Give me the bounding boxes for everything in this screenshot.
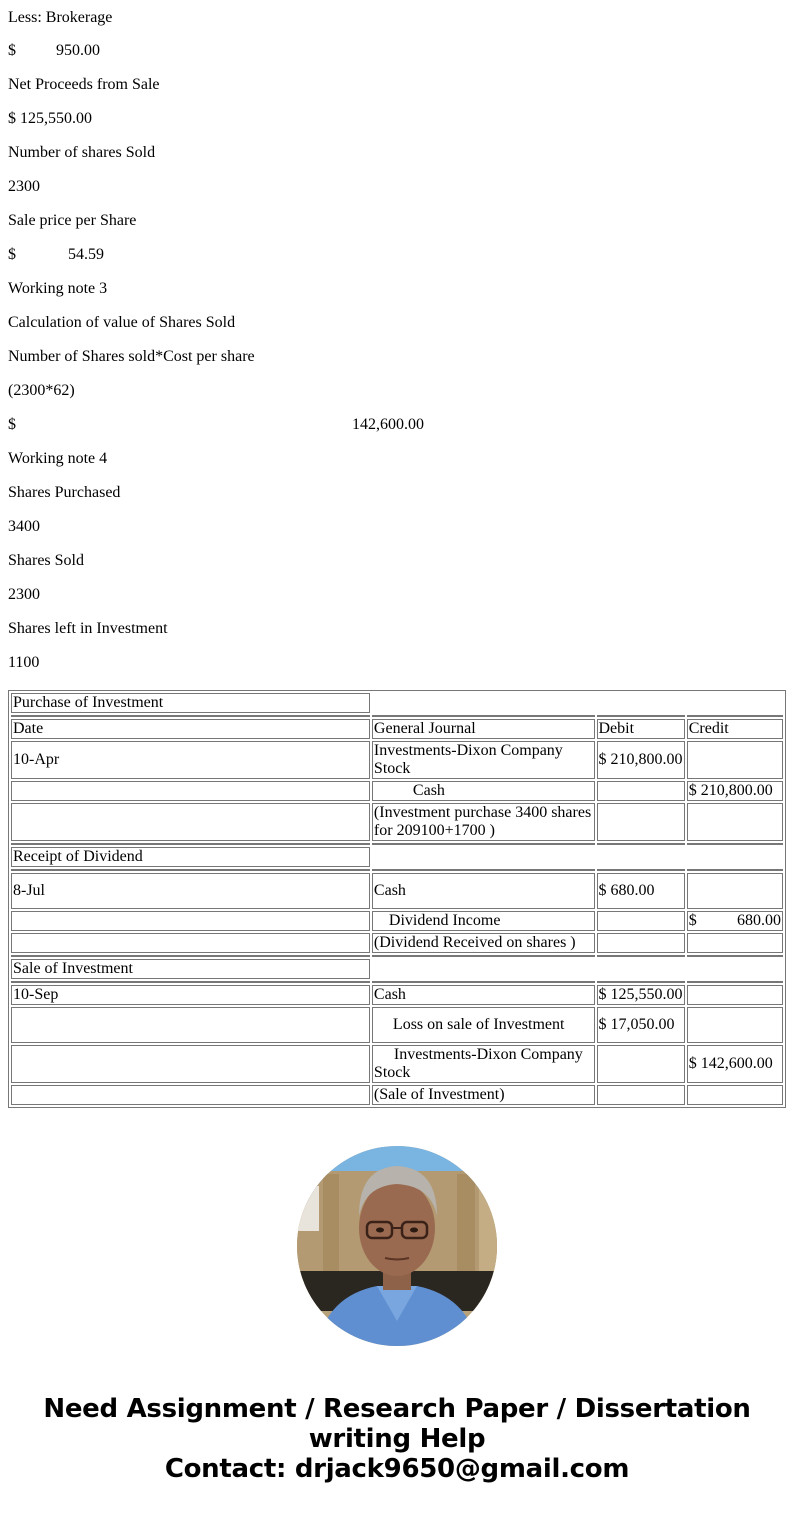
header-credit: Credit	[687, 719, 783, 739]
row-credit	[687, 1007, 783, 1043]
row-date	[11, 1007, 370, 1043]
net-proceeds-value: $ 125,550.00	[8, 110, 92, 127]
brokerage-amount	[8, 34, 786, 68]
row-date: 10-Apr	[11, 741, 370, 779]
row-account: Investments-Dixon Company Stock	[372, 1045, 595, 1083]
row-account: Dividend Income	[372, 911, 595, 931]
currency-symbol: $	[8, 42, 16, 59]
row-narration: (Sale of Investment)	[372, 1085, 595, 1105]
shares-left-label: Shares left in Investment	[8, 620, 168, 637]
header-date: Date	[11, 719, 370, 739]
working-note-3-value: 142,600.00	[352, 416, 424, 433]
section-title-row	[11, 693, 783, 713]
working-note-4-title: Working note 4	[8, 450, 108, 467]
promo-line-2: writing Help	[308, 1424, 486, 1454]
sale-price-amount	[8, 238, 786, 272]
row-credit	[687, 873, 783, 909]
brokerage-label: Less: Brokerage	[8, 9, 113, 26]
row-account: Loss on sale of Investment	[372, 1007, 595, 1043]
row-date	[11, 803, 370, 841]
shares-left-value: 1100	[8, 654, 40, 671]
row-account: Cash	[372, 873, 595, 909]
section-title-row	[11, 959, 783, 979]
currency-symbol: $	[688, 912, 697, 929]
row-credit	[687, 985, 783, 1005]
row-narration: (Investment purchase 3400 shares for 209100+1700 )	[372, 803, 595, 841]
table-row	[11, 1045, 783, 1083]
row-date	[11, 1045, 370, 1083]
header-general-journal: General Journal	[372, 719, 595, 739]
shares-sold-label: Number of shares Sold	[8, 144, 156, 161]
row-debit	[597, 803, 685, 841]
row-credit	[687, 933, 783, 953]
table-row	[11, 985, 783, 1005]
section-title: Receipt of Dividend	[11, 847, 370, 867]
row-credit	[687, 911, 783, 931]
row-debit: $ 125,550.00	[597, 985, 685, 1005]
working-note-3-calc: (2300*62)	[8, 382, 75, 399]
working-note-3-heading: Calculation of value of Shares Sold	[8, 314, 236, 331]
row-debit: $ 210,800.00	[597, 741, 685, 779]
row-debit	[597, 781, 685, 801]
table-row	[11, 781, 783, 801]
table-row	[11, 873, 783, 909]
section-title: Sale of Investment	[11, 959, 370, 979]
row-date	[11, 933, 370, 953]
table-row	[11, 1085, 783, 1105]
table-row	[11, 911, 783, 931]
shares-sold-value: 2300	[8, 178, 40, 195]
shares-purchased-value: 3400	[8, 518, 40, 535]
promo-contact: Contact: drjack9650@gmail.com	[164, 1454, 630, 1484]
promo-banner	[8, 1394, 786, 1484]
working-note-3-amount	[8, 408, 786, 442]
shares-sold-label-2: Shares Sold	[8, 552, 84, 569]
row-date: 10-Sep	[11, 985, 370, 1005]
row-debit: $ 680.00	[597, 873, 685, 909]
section-title-row	[11, 847, 783, 867]
brokerage-value: 950.00	[56, 42, 100, 59]
row-narration: (Dividend Received on shares )	[372, 933, 595, 953]
journal-table	[8, 690, 786, 1108]
shares-purchased-label: Shares Purchased	[8, 484, 121, 501]
table-row	[11, 933, 783, 953]
working-note-3-formula: Number of Shares sold*Cost per share	[8, 348, 255, 365]
row-account: Cash	[372, 985, 595, 1005]
table-row	[11, 741, 783, 779]
table-row	[11, 1007, 783, 1043]
row-account: Cash	[372, 781, 595, 801]
row-credit	[687, 803, 783, 841]
row-date	[11, 781, 370, 801]
section-title: Purchase of Investment	[11, 693, 370, 713]
row-debit	[597, 1085, 685, 1105]
author-photo-icon	[297, 1146, 497, 1346]
row-debit	[597, 911, 685, 931]
row-account: Investments-Dixon Company Stock	[372, 741, 595, 779]
net-proceeds-label: Net Proceeds from Sale	[8, 76, 160, 93]
working-note-3-title: Working note 3	[8, 280, 108, 297]
row-debit: $ 17,050.00	[597, 1007, 685, 1043]
row-credit	[687, 741, 783, 779]
row-date: 8-Jul	[11, 873, 370, 909]
table-header-row	[11, 719, 783, 739]
avatar	[297, 1146, 497, 1346]
row-credit	[687, 1085, 783, 1105]
sale-price-value: 54.59	[68, 246, 104, 263]
currency-symbol: $	[8, 246, 16, 263]
promo-line-1: Need Assignment / Research Paper / Dissertation	[43, 1394, 751, 1424]
row-debit	[597, 933, 685, 953]
sale-price-label: Sale price per Share	[8, 212, 137, 229]
row-credit: $ 142,600.00	[687, 1045, 783, 1083]
row-date	[11, 1085, 370, 1105]
currency-symbol: $	[8, 416, 16, 433]
credit-value: 680.00	[737, 912, 781, 929]
row-credit: $ 210,800.00	[687, 781, 783, 801]
table-row	[11, 803, 783, 841]
row-debit	[597, 1045, 685, 1083]
shares-sold-value-2: 2300	[8, 586, 40, 603]
header-debit: Debit	[597, 719, 685, 739]
row-date	[11, 911, 370, 931]
